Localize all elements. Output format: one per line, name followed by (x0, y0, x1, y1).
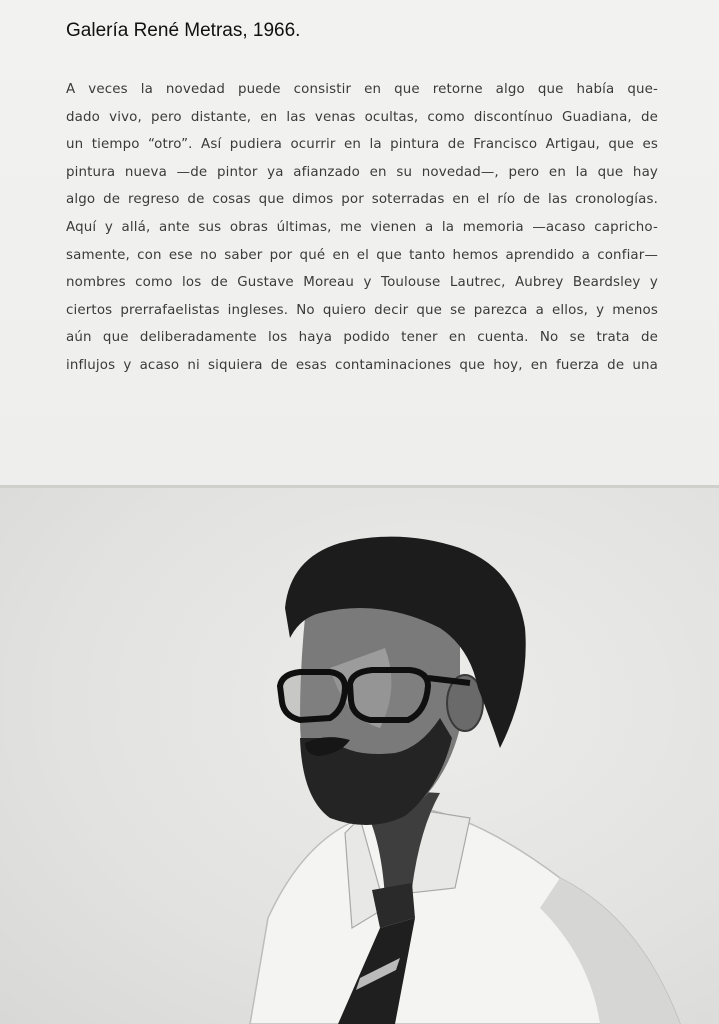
portrait-illustration (0, 488, 719, 1024)
glasses-right-lens (350, 670, 428, 720)
body-line: nombres como los de Gustave Moreau y Toulouse Lautrec, Aubrey Beardsley y (66, 275, 658, 291)
body-line: influjos y acaso ni siquiera de esas contaminaciones que hoy, en fuerza de una (66, 357, 658, 373)
body-line: dado vivo, pero distante, en las venas ocultas, como discontínuo Guadiana, de (66, 109, 658, 125)
body-line: pintura nueva —de pintor ya afianzado en su novedad—, pero en la que hay (66, 164, 658, 180)
body-line: algo de regreso de cosas que dimos por soterradas en el río de las cronologías. (66, 192, 658, 208)
body-line: Aquí y allá, ante sus obras últimas, me vienen a la memoria —acaso capricho- (66, 219, 658, 235)
glasses-left-lens (280, 672, 345, 720)
body-line: A veces la novedad puede consistir en que retorne algo que había que- (66, 82, 658, 97)
body-line: samente, con ese no saber por qué en el que tanto hemos aprendido a confiar— (66, 247, 658, 263)
portrait-photo (0, 488, 719, 1024)
body-text (66, 76, 658, 380)
caption: Galería René Metras, 1966. (66, 20, 301, 41)
body-line: ciertos prerrafaelistas ingleses. No quiero decir que se parezca a ellos, y menos (66, 302, 658, 318)
body-line: aún que deliberadamente los haya podido tener en cuenta. No se trata de (66, 330, 658, 346)
body-line: un tiempo “otro”. Así pudiera ocurrir en la pintura de Francisco Artigau, que es (66, 137, 658, 153)
